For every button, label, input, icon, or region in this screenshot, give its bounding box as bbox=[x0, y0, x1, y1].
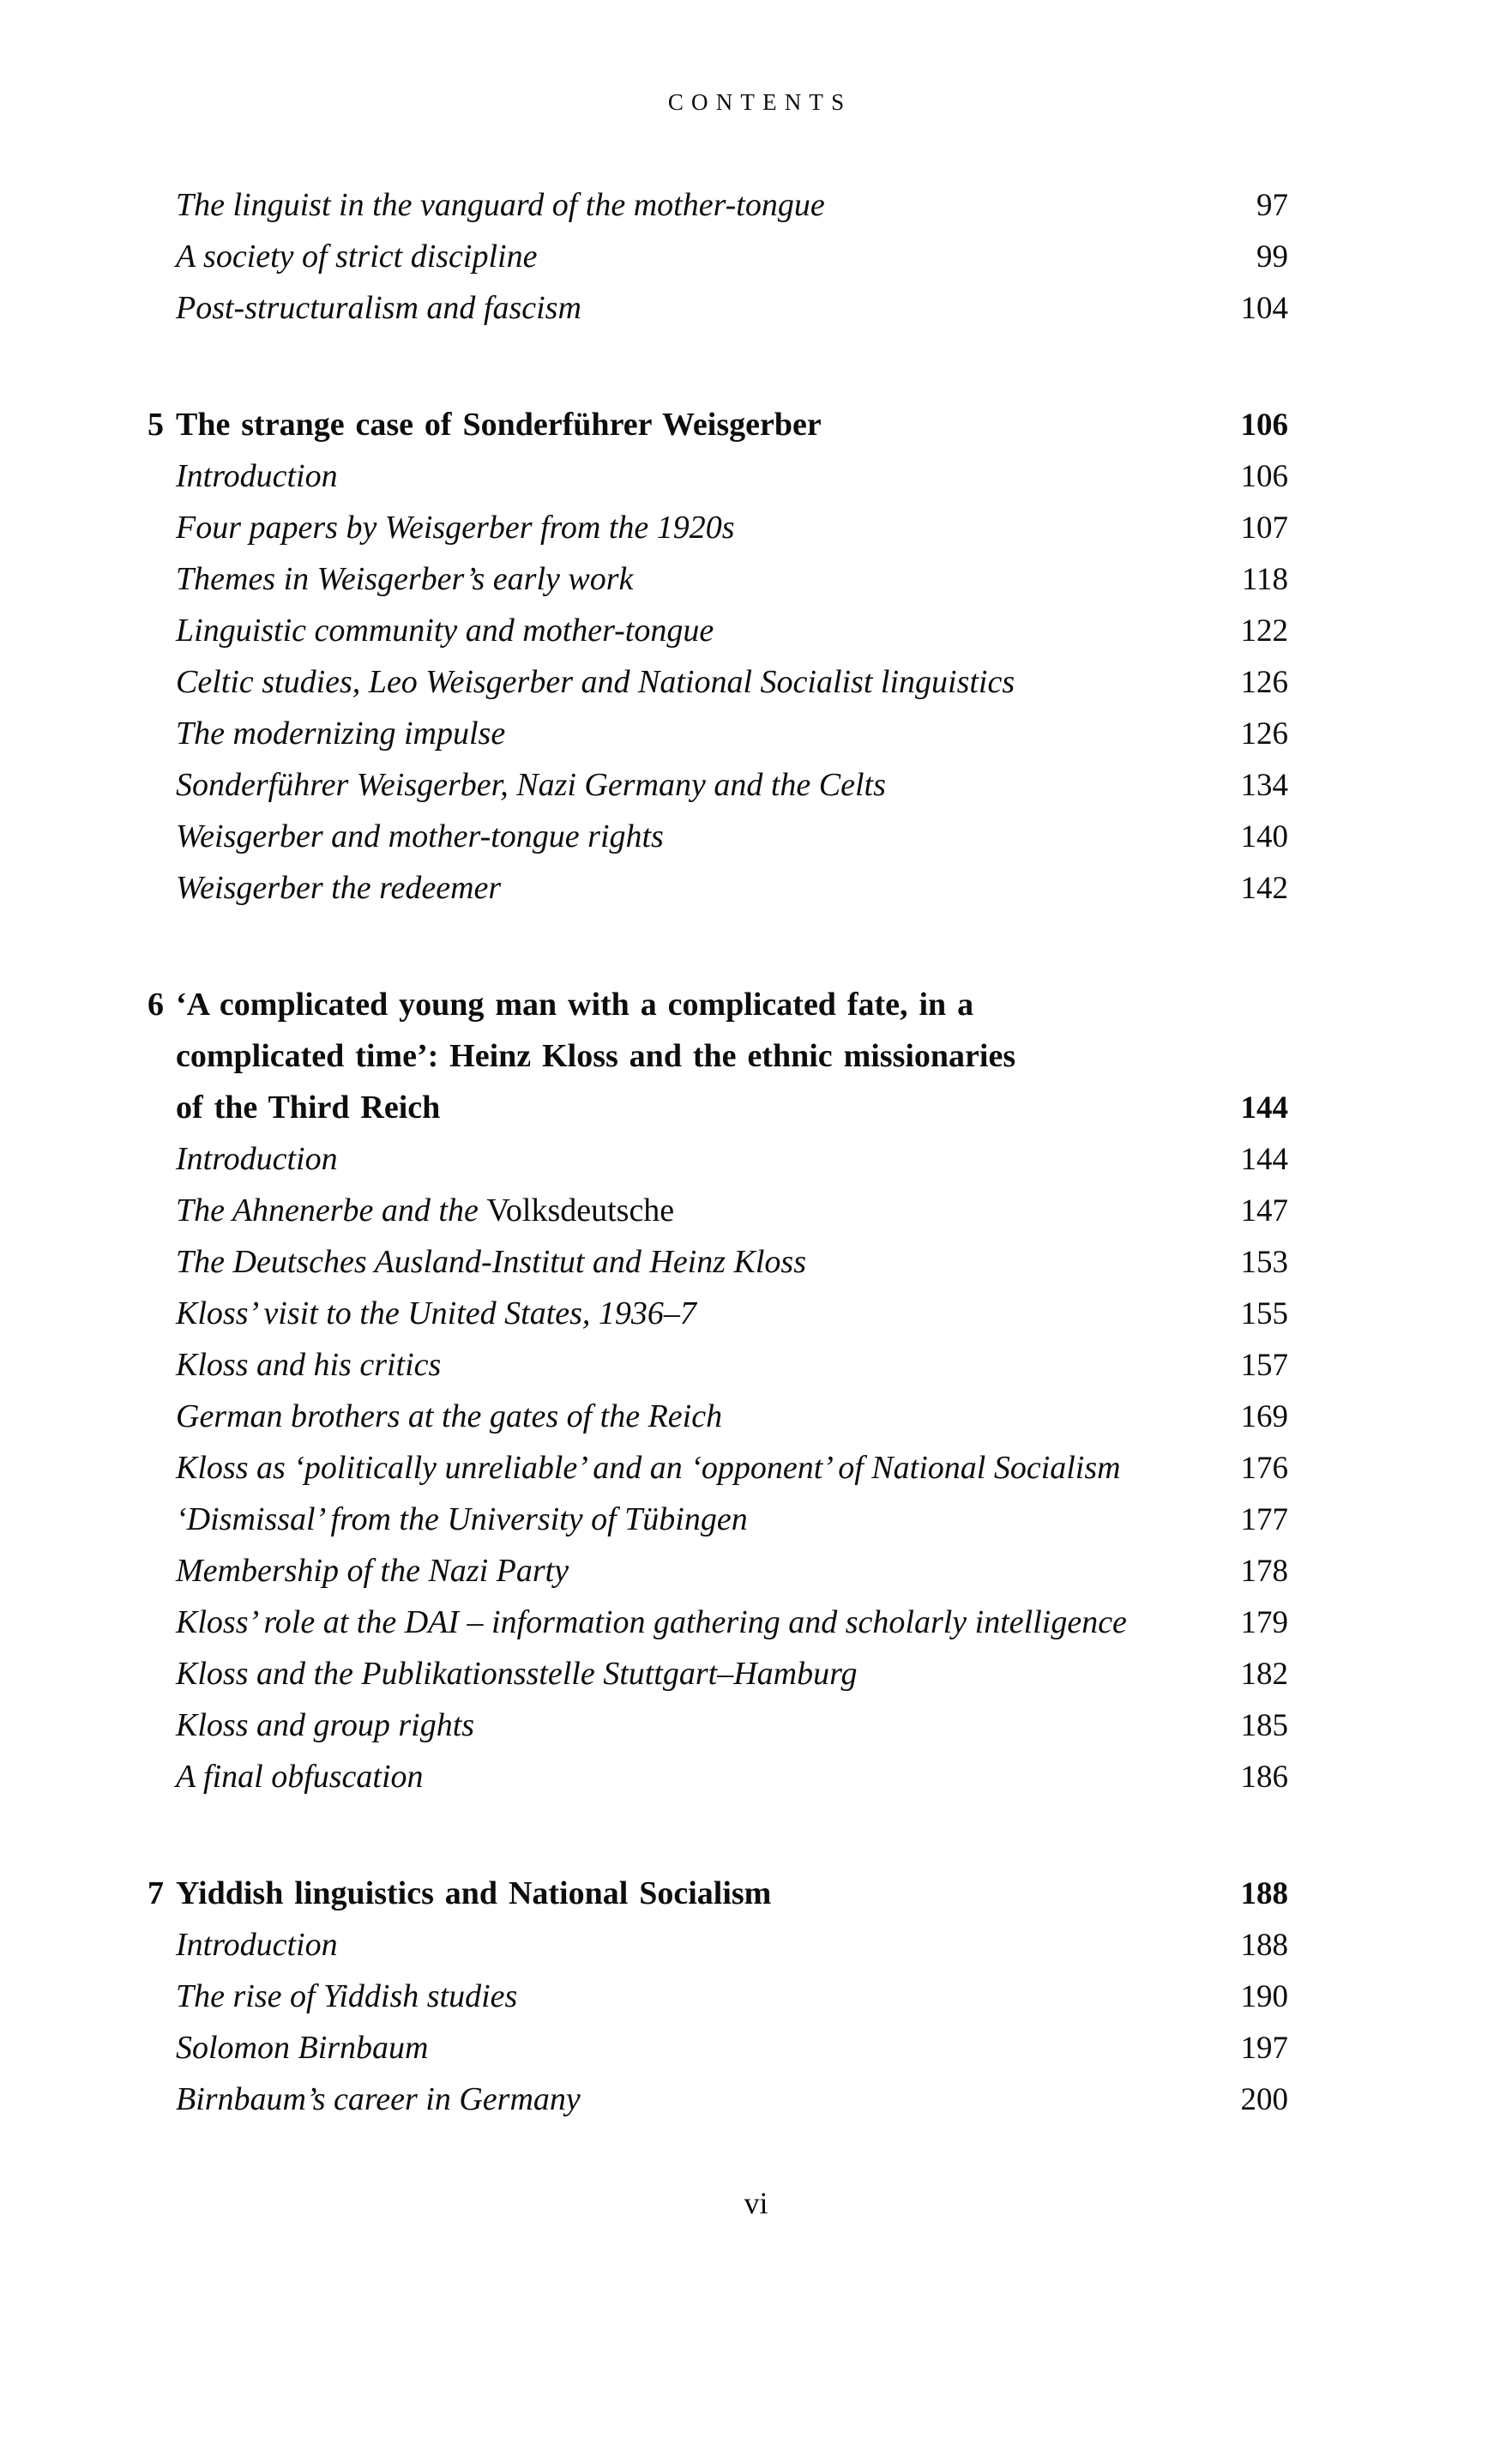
entry-label bbox=[148, 2074, 1241, 2132]
entry-page-number: 157 bbox=[1240, 1348, 1288, 1383]
entry-page-number: 155 bbox=[1240, 1296, 1288, 1331]
entry-label-italic-text: Solomon Birnbaum bbox=[176, 2030, 429, 2066]
entry-page-number: 142 bbox=[1240, 871, 1288, 906]
entry-label bbox=[148, 656, 1241, 715]
toc-entry-row bbox=[148, 1597, 1288, 1648]
entry-label-italic-text: Four papers by Weisgerber from the 1920s bbox=[176, 510, 735, 546]
entry-page-number: 104 bbox=[1240, 291, 1288, 326]
toc-continuation-group bbox=[148, 179, 1288, 334]
entry-label-italic-text: Post-structuralism and fascism bbox=[176, 290, 581, 326]
chapter-heading-line bbox=[148, 1082, 1241, 1140]
entry-page-number: 118 bbox=[1241, 562, 1288, 597]
entry-page-number: 97 bbox=[1256, 188, 1288, 223]
entry-page-number: 107 bbox=[1240, 510, 1288, 546]
chapter-heading-line bbox=[148, 979, 1288, 1037]
toc-entry-row bbox=[148, 862, 1288, 914]
entry-page-number: 147 bbox=[1240, 1193, 1288, 1229]
entry-label bbox=[148, 231, 1256, 289]
entry-label-italic-text: Kloss’ visit to the United States, 1936–7 bbox=[176, 1295, 696, 1331]
toc-entry-row bbox=[148, 450, 1288, 502]
chapter-number: 6 bbox=[148, 987, 164, 1023]
chapter-number: 5 bbox=[148, 407, 164, 443]
entry-label bbox=[148, 1133, 1241, 1192]
toc-entry-row bbox=[148, 1133, 1288, 1185]
entry-label-italic-text: Themes in Weisgerber’s early work bbox=[176, 561, 634, 597]
entry-label-italic-text: Celtic studies, Leo Weisgerber and National Socialist linguistics bbox=[176, 664, 1015, 700]
entry-label bbox=[148, 553, 1242, 612]
entry-page-number: 106 bbox=[1240, 459, 1288, 494]
chapter-title-text: ‘A complicated young man with a complicated fate, in a bbox=[176, 987, 974, 1023]
entry-label-italic-text: Kloss as ‘politically unreliable’ and an ‘opponent’ of National Socialism bbox=[176, 1450, 1121, 1486]
toc-entry-row bbox=[148, 1545, 1288, 1597]
chapter-title-text: The strange case of Sonderführer Weisgerber bbox=[176, 407, 822, 443]
entry-label-roman-text: Volksdeutsche bbox=[486, 1192, 675, 1229]
entry-label bbox=[148, 2022, 1241, 2080]
entry-label bbox=[148, 1442, 1241, 1500]
entry-label bbox=[148, 502, 1241, 560]
entry-page-number: 190 bbox=[1240, 1979, 1288, 2014]
toc-entry-row bbox=[148, 605, 1288, 656]
entry-label bbox=[148, 862, 1241, 921]
toc-entry-row bbox=[148, 2022, 1288, 2074]
entry-label bbox=[148, 1648, 1241, 1706]
chapter-title-text: complicated time’: Heinz Kloss and the ethnic missionaries bbox=[176, 1038, 1016, 1074]
chapter-page-number: 144 bbox=[1240, 1090, 1288, 1126]
chapter-heading-line bbox=[148, 1868, 1241, 1926]
entry-label-italic-text: Kloss’ role at the DAI – information gathering and scholarly intelligence bbox=[176, 1604, 1127, 1640]
chapter-heading-row bbox=[148, 1082, 1288, 1133]
entry-label-italic-text: The Ahnenerbe and the bbox=[176, 1192, 487, 1229]
chapter-group bbox=[148, 979, 1288, 1802]
entry-page-number: 185 bbox=[1240, 1708, 1288, 1743]
toc-entry-row bbox=[148, 811, 1288, 862]
chapter-heading-line bbox=[148, 399, 1241, 457]
entry-label bbox=[148, 1545, 1241, 1603]
entry-page-number: 197 bbox=[1240, 2031, 1288, 2066]
toc-entry-row bbox=[148, 502, 1288, 553]
entry-page-number: 126 bbox=[1240, 665, 1288, 700]
entry-page-number: 177 bbox=[1240, 1502, 1288, 1537]
entry-label bbox=[148, 759, 1241, 818]
entry-label-italic-text: A society of strict discipline bbox=[176, 238, 538, 275]
entry-page-number: 186 bbox=[1240, 1760, 1288, 1795]
toc-entry-row bbox=[148, 2074, 1288, 2125]
table-of-contents bbox=[148, 179, 1288, 2125]
entry-label bbox=[148, 1919, 1241, 1977]
entry-page-number: 176 bbox=[1240, 1451, 1288, 1486]
entry-label-italic-text: Weisgerber the redeemer bbox=[176, 870, 502, 906]
entry-label-italic-text: Kloss and the Publikationsstelle Stuttgart–Hamburg bbox=[176, 1656, 858, 1692]
toc-entry-row bbox=[148, 1442, 1288, 1494]
entry-label bbox=[148, 1236, 1241, 1295]
chapter-heading-row bbox=[148, 979, 1288, 1030]
entry-page-number: 178 bbox=[1240, 1554, 1288, 1589]
entry-page-number: 153 bbox=[1240, 1245, 1288, 1280]
toc-entry-row bbox=[148, 1494, 1288, 1545]
entry-label-italic-text: Linguistic community and mother-tongue bbox=[176, 613, 714, 649]
chapter-page-number: 106 bbox=[1240, 408, 1288, 443]
entry-label-italic-text: Weisgerber and mother-tongue rights bbox=[176, 818, 664, 854]
toc-entry-row bbox=[148, 1339, 1288, 1391]
entry-label-italic-text: Introduction bbox=[176, 1927, 338, 1963]
entry-label bbox=[148, 1597, 1241, 1655]
toc-entry-row bbox=[148, 1288, 1288, 1339]
chapter-group bbox=[148, 1868, 1288, 2125]
chapter-page-number: 188 bbox=[1240, 1876, 1288, 1911]
chapter-title-text: of the Third Reich bbox=[176, 1090, 441, 1126]
toc-entry-row bbox=[148, 1919, 1288, 1971]
toc-entry-row bbox=[148, 1391, 1288, 1442]
toc-entry-row bbox=[148, 553, 1288, 605]
entry-label-italic-text: Kloss and group rights bbox=[176, 1707, 475, 1743]
entry-label bbox=[148, 1339, 1241, 1398]
entry-label-italic-text: German brothers at the gates of the Reich bbox=[176, 1398, 723, 1434]
entry-label bbox=[148, 1751, 1241, 1809]
toc-entry-row bbox=[148, 656, 1288, 708]
toc-entry-row bbox=[148, 231, 1288, 282]
entry-page-number: 182 bbox=[1240, 1657, 1288, 1692]
chapter-number: 7 bbox=[148, 1875, 164, 1911]
entry-page-number: 126 bbox=[1240, 716, 1288, 752]
entry-page-number: 200 bbox=[1240, 2082, 1288, 2117]
entry-page-number: 99 bbox=[1256, 239, 1288, 275]
entry-page-number: 140 bbox=[1240, 819, 1288, 854]
entry-label-italic-text: The Deutsches Ausland-Institut and Heinz Kloss bbox=[176, 1244, 807, 1280]
entry-label bbox=[148, 1699, 1241, 1758]
entry-page-number: 134 bbox=[1240, 768, 1288, 803]
entry-label bbox=[148, 1185, 1241, 1243]
entry-label-italic-text: The rise of Yiddish studies bbox=[176, 1978, 518, 2014]
entry-label-italic-text: Kloss and his critics bbox=[176, 1347, 442, 1383]
entry-label bbox=[148, 708, 1241, 766]
entry-label-italic-text: Membership of the Nazi Party bbox=[176, 1553, 569, 1589]
chapter-heading-row bbox=[148, 1868, 1288, 1919]
entry-label-italic-text: Introduction bbox=[176, 1141, 338, 1177]
page-number-footer: vi bbox=[744, 2186, 768, 2220]
chapter-heading-row bbox=[148, 399, 1288, 450]
contents-heading: CONTENTS bbox=[667, 89, 852, 115]
entry-label-italic-text: Sonderführer Weisgerber, Nazi Germany and the Celts bbox=[176, 767, 886, 803]
chapter-heading-row bbox=[148, 1030, 1288, 1082]
entry-label-italic-text: A final obfuscation bbox=[176, 1759, 424, 1795]
entry-label-italic-text: Birnbaum’s career in Germany bbox=[176, 2081, 581, 2117]
entry-label bbox=[148, 811, 1241, 869]
toc-entry-row bbox=[148, 1971, 1288, 2022]
chapter-group bbox=[148, 399, 1288, 914]
entry-label bbox=[148, 1494, 1241, 1552]
toc-entry-row bbox=[148, 282, 1288, 334]
toc-entry-row bbox=[148, 759, 1288, 811]
entry-label-italic-text: The modernizing impulse bbox=[176, 715, 506, 752]
entry-label bbox=[148, 1391, 1241, 1449]
entry-page-number: 144 bbox=[1240, 1142, 1288, 1177]
entry-page-number: 188 bbox=[1240, 1928, 1288, 1963]
toc-entry-row bbox=[148, 1751, 1288, 1802]
entry-label bbox=[148, 450, 1241, 509]
entry-page-number: 122 bbox=[1240, 613, 1288, 649]
toc-entry-row bbox=[148, 179, 1288, 231]
entry-label-italic-text: The linguist in the vanguard of the mother-tongue bbox=[176, 187, 825, 223]
entry-label bbox=[148, 1288, 1241, 1346]
toc-entry-row bbox=[148, 1699, 1288, 1751]
chapter-title-text: Yiddish linguistics and National Socialism bbox=[176, 1875, 772, 1911]
entry-label-italic-text: Introduction bbox=[176, 458, 338, 494]
entry-label bbox=[148, 179, 1256, 238]
toc-entry-row bbox=[148, 708, 1288, 759]
entry-label-italic-text: ‘Dismissal’ from the University of Tübingen bbox=[176, 1501, 748, 1537]
entry-page-number: 169 bbox=[1240, 1399, 1288, 1434]
chapter-heading-line bbox=[148, 1030, 1288, 1089]
entry-label bbox=[148, 1971, 1241, 2029]
toc-entry-row bbox=[148, 1236, 1288, 1288]
entry-label bbox=[148, 282, 1241, 341]
entry-label bbox=[148, 605, 1241, 663]
entry-page-number: 179 bbox=[1240, 1605, 1288, 1640]
toc-entry-row bbox=[148, 1648, 1288, 1699]
toc-entry-row bbox=[148, 1185, 1288, 1236]
